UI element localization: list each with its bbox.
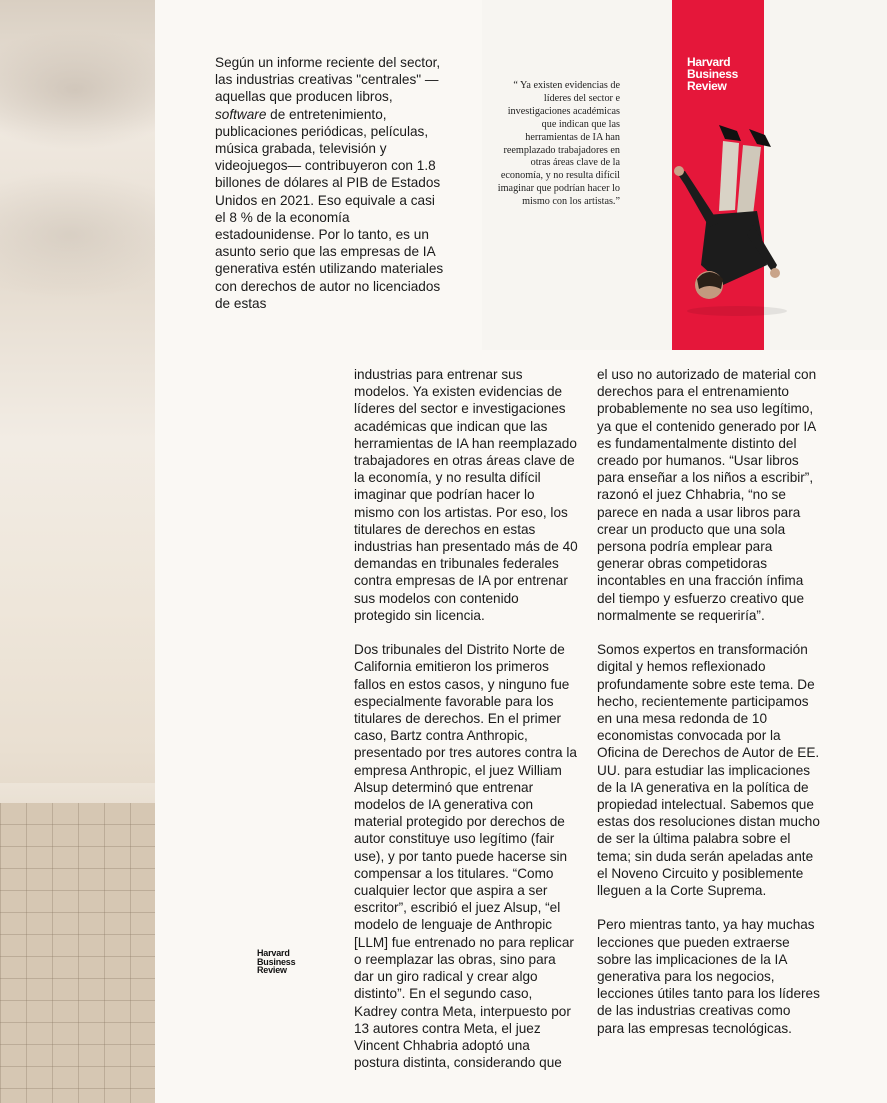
pull-quote: “ Ya existen evidencias de líderes del sector e investigaciones académicas que indican que las herramientas de IA han reemplazado trabajadores en otras áreas clave de la economía, y no resulta difícil imaginar que podrían hacer lo mismo con los artistas.” [497,80,620,208]
intro-text: Según un informe reciente del sector, las industrias creativas "centrales" —aquellas que producen libros, [215,55,441,105]
paragraph: el uso no autorizado de material con derechos para el entrenamiento probablemente no sea uso legítimo, ya que el contenido generado por IA es fundamentalmente distinto del creado por humanos. “Usar libros para enseñar a los niños a escribir”, razonó el juez Chhabria, “no se parece en nada a usar libros para crear un producto que una sola persona podría emplear para generar obras competidoras incontables en una fracción ínfima del tiempo y esfuerzo creativo que normalmente se requeriría”. [597,367,817,623]
tiled-floor [0,803,155,1103]
logo-line: Business [687,67,738,81]
pull-quote-feature [482,0,887,350]
intro-italic-word: software [215,106,267,122]
logo-line: Review [687,79,727,93]
article-column-left [354,366,578,1089]
paragraph: Pero mientras tanto, ya hay muchas lecciones que pueden extraerse sobre las implicaciones de la IA generativa para los negocios, lecciones útiles tanto para los líderes de las industrias creativas como para las empresas tecnológicas. [597,917,820,1036]
hbr-footer-logo [257,949,317,975]
logo-line: Business [257,956,296,967]
article-column-right [597,366,821,1054]
hbr-logo [687,56,777,92]
falling-man-illustration [627,115,837,325]
intro-paragraph [215,54,447,312]
intro-text-continued: de entretenimiento, publicaciones periódicas, películas, música grabada, televisión y videojuegos— contribuyeron con 1.8 billones de dólares al PIB de Estados Unidos en 2021. Eso equivale a casi el 8 % de la economía estadounidense. Por lo tanto, es un asunto serio que las empresas de IA generativa estén utilizando materiales con derechos de autor no licenciados de estas [215,106,444,311]
logo-line: Harvard [687,55,731,69]
paragraph: Somos expertos en transformación digital y hemos reflexionado profundamente sobre este tema. De hecho, recientemente participamos en una mesa redonda de 10 economistas convocada por la Oficina de Derechos de Autor de EE. UU. para estudiar las implicaciones de la IA generativa en la política de propiedad intelectual. Sabemos que estas dos resoluciones distan mucho de ser la última palabra sobre el tema; sin duda serán apeladas ante el Noveno Circuito y posiblemente lleguen a la Corte Suprema. [597,642,820,899]
paragraph: Dos tribunales del Distrito Norte de California emitieron los primeros fallos en estos casos, y ninguno fue especialmente favorable para los titulares de derechos. En el primer caso, Bartz contra Anthropic, presentado por tres autores contra la empresa Anthropic, el juez William Alsup determinó que entrenar modelos de IA generativa con material protegido por derechos de autor constituye uso legítimo (fair use), y por tanto puede hacerse sin compensar a los titulares. “Como cualquier lector que aspira a ser escritor”, escribió el juez Alsup, “el modelo de lenguaje de Anthropic [LLM] fue entrenado no para replicar o reemplazar las obras, sino para dar un giro radical y crear algo distinto”. En el segundo caso, Kadrey contra Meta, interpuesto por 13 autores contra Meta, el juez Vincent Chhabria adoptó una postura distinta, considerando que [354,642,577,1071]
paragraph: industrias para entrenar sus modelos. Ya existen evidencias de líderes del sector e investigaciones académicas que indican que las herramientas de IA han reemplazado trabajadores en otras áreas clave de la economía, y no resulta difícil imaginar que podrían hacer lo mismo con los artistas. Por eso, los titulares de derechos en estas industrias han presentado más de 40 demandas en tribunales federales contra empresas de IA por entrenar sus modelos con contenido protegido sin licencia. [354,367,578,623]
logo-line: Review [257,965,287,976]
cloud-shape [0,170,155,300]
cloud-shape [0,30,155,150]
logo-line: Harvard [257,948,290,958]
decorative-side-image [0,0,155,1103]
